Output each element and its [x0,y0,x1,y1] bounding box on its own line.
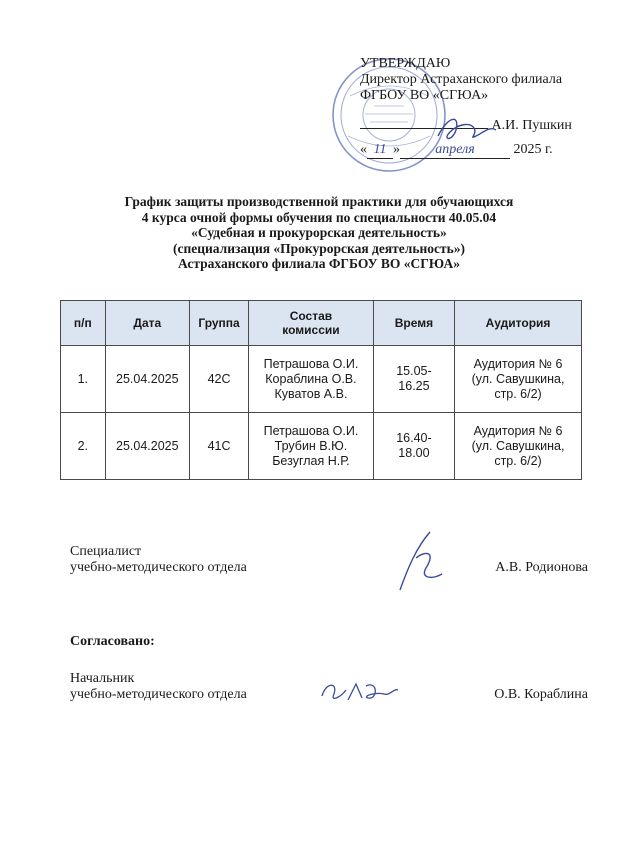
header-num: п/п [61,301,106,346]
commission-member: Безуглая Н.Р. [272,453,350,468]
document-title [0,194,638,272]
cell-time [373,346,454,413]
cell-commission [249,346,374,413]
cell-num: 1. [61,346,106,413]
approval-position: Директор Астраханского филиала [360,72,563,87]
agreed-title [70,671,247,703]
title-line-4: (специализация «Прокурорская деятельность») [172,240,466,256]
specialist-line-2: учебно-методического отдела [70,560,247,575]
date-quote-open: « [360,142,367,157]
specialist-name: А.В. Родионова [495,560,588,575]
table-row [61,346,582,413]
room-building: стр. 6/2) [494,453,542,468]
commission-member: Кораблина О.В. [265,371,357,386]
cell-group: 41С [190,413,249,480]
approval-signer: А.И. Пушкин [491,118,572,133]
time-end: 18.00 [398,446,430,460]
approval-month: апреля [400,142,510,159]
header-date: Дата [105,301,189,346]
cell-group: 42С [190,346,249,413]
title-line-1: График защиты производственной практики для обучающихся [124,194,514,209]
approval-day: 11 [367,142,393,159]
header-time: Время [373,301,454,346]
cell-date: 25.04.2025 [105,346,189,413]
cell-date: 25.04.2025 [105,413,189,480]
room-name: Аудитория № 6 [473,423,563,438]
header-commission-line-1: Состав [289,309,333,323]
time-start: 15.05- [396,364,432,378]
time-end: 16.25 [398,379,430,393]
approval-signature-line [360,118,610,134]
cell-room [455,346,582,413]
cell-time [373,413,454,480]
defense-schedule-table [60,300,582,480]
specialist-line-1: Специалист [70,544,142,559]
specialist-title [70,544,247,576]
header-commission [249,301,374,346]
table-row [61,413,582,480]
agreed-label: Согласовано: [70,634,155,649]
title-line-3: «Судебная и прокурорская деятельность» [191,225,447,240]
approval-block [360,56,610,159]
header-room: Аудитория [455,301,582,346]
agreed-signature-image [318,676,400,706]
approval-heading: УТВЕРЖДАЮ [360,56,451,71]
specialist-signature-image [386,528,446,598]
commission-member: Петрашова О.И. [263,423,359,438]
title-line-5: Астраханского филиала ФГБОУ ВО «СГЮА» [177,256,461,271]
title-line-2: 4 курса очной формы обучения по специальности 40.05.04 [141,209,497,225]
commission-member: Куватов А.В. [274,386,348,401]
approval-org: ФГБОУ ВО «СГЮА» [360,88,489,103]
date-quote-close: » [393,142,400,157]
cell-commission [249,413,374,480]
agreed-line-1: Начальник [70,671,135,686]
cell-num: 2. [61,413,106,480]
cell-room [455,413,582,480]
time-start: 16.40- [396,431,432,445]
approval-year: 2025 г. [513,142,553,157]
table-header-row [61,301,582,346]
header-group: Группа [190,301,249,346]
approval-date [360,142,610,159]
room-address: (ул. Савушкина, [471,371,565,386]
room-name: Аудитория № 6 [473,356,563,371]
header-commission-line-2: комиссии [282,323,340,337]
agreed-line-2: учебно-методического отдела [70,687,247,702]
agreed-name: О.В. Кораблина [494,687,588,702]
room-address: (ул. Савушкина, [471,438,565,453]
commission-member: Трубин В.Ю. [274,438,348,453]
commission-member: Петрашова О.И. [263,356,359,371]
room-building: стр. 6/2) [494,386,542,401]
